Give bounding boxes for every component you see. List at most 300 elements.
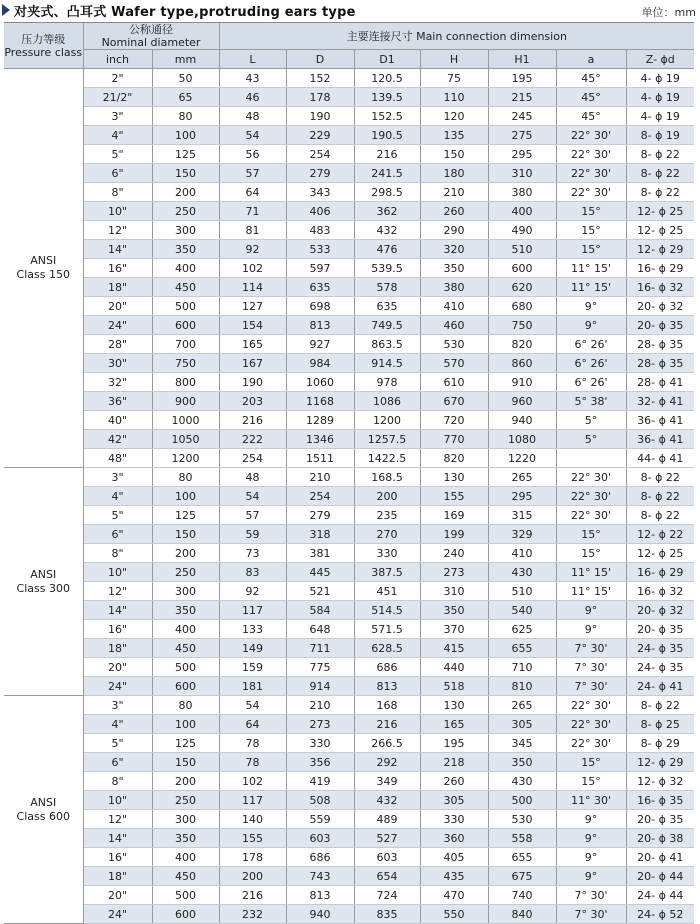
cell-mm: 150	[152, 525, 219, 544]
cell-mm: 125	[152, 145, 219, 164]
cell-d: 711	[286, 639, 354, 658]
cell-l: 92	[219, 582, 286, 601]
cell-z-d: 8- ϕ 19	[626, 126, 694, 145]
table-row	[4, 69, 694, 88]
cell-a: 9°	[556, 810, 626, 829]
cell-mm: 80	[152, 696, 219, 715]
cell-z-d: 4- ϕ 19	[626, 107, 694, 126]
cell-inch: 14"	[83, 601, 152, 620]
column-header-d1: D1	[354, 50, 420, 69]
pressure-class-cell	[4, 69, 83, 468]
cell-h1: 625	[488, 620, 556, 639]
cell-d1: 489	[354, 810, 420, 829]
cell-h1: 310	[488, 164, 556, 183]
table-row	[4, 658, 694, 677]
cell-a	[556, 449, 626, 468]
cell-inch: 18"	[83, 639, 152, 658]
table-row	[4, 221, 694, 240]
cell-d1: 476	[354, 240, 420, 259]
cell-z-d: 28- ϕ 35	[626, 335, 694, 354]
cell-h: 75	[420, 69, 488, 88]
cell-l: 149	[219, 639, 286, 658]
cell-l: 57	[219, 164, 286, 183]
cell-inch: 18"	[83, 867, 152, 886]
cell-inch: 42"	[83, 430, 152, 449]
cell-h: 820	[420, 449, 488, 468]
cell-h1: 1220	[488, 449, 556, 468]
cell-z-d: 12- ϕ 29	[626, 240, 694, 259]
cell-z-d: 20- ϕ 35	[626, 620, 694, 639]
cell-d: 1289	[286, 411, 354, 430]
cell-inch: 40"	[83, 411, 152, 430]
cell-h1: 750	[488, 316, 556, 335]
cell-z-d: 16- ϕ 29	[626, 259, 694, 278]
pressure-class-cell	[4, 696, 83, 924]
cell-inch: 24"	[83, 905, 152, 924]
cell-a: 11° 15'	[556, 563, 626, 582]
cell-inch: 8"	[83, 772, 152, 791]
cell-d1: 292	[354, 753, 420, 772]
cell-inch: 3"	[83, 468, 152, 487]
cell-h: 320	[420, 240, 488, 259]
cell-h: 180	[420, 164, 488, 183]
pressure-class-line1: ANSI	[30, 567, 57, 581]
cell-z-d: 20- ϕ 35	[626, 810, 694, 829]
cell-a: 9°	[556, 848, 626, 867]
cell-l: 102	[219, 259, 286, 278]
cell-d: 533	[286, 240, 354, 259]
cell-h1: 245	[488, 107, 556, 126]
cell-d1: 1257.5	[354, 430, 420, 449]
cell-z-d: 12- ϕ 29	[626, 753, 694, 772]
cell-inch: 3"	[83, 107, 152, 126]
cell-h1: 315	[488, 506, 556, 525]
cell-d: 279	[286, 506, 354, 525]
cell-inch: 36"	[83, 392, 152, 411]
cell-l: 165	[219, 335, 286, 354]
cell-l: 216	[219, 411, 286, 430]
cell-inch: 5"	[83, 734, 152, 753]
cell-h1: 675	[488, 867, 556, 886]
cell-z-d: 16- ϕ 35	[626, 791, 694, 810]
cell-h: 169	[420, 506, 488, 525]
cell-inch: 8"	[83, 544, 152, 563]
table-row	[4, 240, 694, 259]
cell-d1: 628.5	[354, 639, 420, 658]
cell-inch: 5"	[83, 145, 152, 164]
cell-z-d: 24- ϕ 44	[626, 886, 694, 905]
cell-h1: 810	[488, 677, 556, 696]
cell-inch: 30"	[83, 354, 152, 373]
cell-h: 410	[420, 297, 488, 316]
cell-d: 584	[286, 601, 354, 620]
cell-inch: 16"	[83, 620, 152, 639]
table-row	[4, 886, 694, 905]
cell-h1: 500	[488, 791, 556, 810]
cell-h1: 510	[488, 240, 556, 259]
cell-h: 260	[420, 772, 488, 791]
cell-mm: 100	[152, 715, 219, 734]
cell-h1: 345	[488, 734, 556, 753]
cell-inch: 16"	[83, 259, 152, 278]
cell-l: 81	[219, 221, 286, 240]
cell-mm: 150	[152, 753, 219, 772]
cell-d1: 1200	[354, 411, 420, 430]
cell-d1: 813	[354, 677, 420, 696]
cell-h: 435	[420, 867, 488, 886]
cell-l: 167	[219, 354, 286, 373]
cell-h1: 410	[488, 544, 556, 563]
cell-a: 5° 38'	[556, 392, 626, 411]
cell-inch: 5"	[83, 506, 152, 525]
pressure-class-line2: Class 150	[16, 268, 70, 281]
table-row	[4, 544, 694, 563]
cell-d: 775	[286, 658, 354, 677]
cell-d: 254	[286, 487, 354, 506]
cell-h1: 275	[488, 126, 556, 145]
cell-h: 273	[420, 563, 488, 582]
cell-a: 22° 30'	[556, 506, 626, 525]
cell-d1: 298.5	[354, 183, 420, 202]
cell-l: 117	[219, 601, 286, 620]
cell-l: 78	[219, 734, 286, 753]
cell-h1: 820	[488, 335, 556, 354]
cell-inch: 24"	[83, 316, 152, 335]
cell-a: 7° 30'	[556, 639, 626, 658]
cell-mm: 1200	[152, 449, 219, 468]
pressure-class-line1: ANSI	[30, 795, 57, 809]
cell-z-d: 16- ϕ 32	[626, 582, 694, 601]
column-header-z-d: Z- ϕd	[626, 50, 694, 69]
cell-mm: 65	[152, 88, 219, 107]
cell-h: 380	[420, 278, 488, 297]
cell-h: 110	[420, 88, 488, 107]
cell-d: 419	[286, 772, 354, 791]
table-row	[4, 354, 694, 373]
cell-z-d: 4- ϕ 19	[626, 69, 694, 88]
cell-a: 22° 30'	[556, 734, 626, 753]
cell-mm: 300	[152, 582, 219, 601]
cell-inch: 6"	[83, 525, 152, 544]
cell-d1: 200	[354, 487, 420, 506]
nominal-diameter-header-en: Nominal diameter	[101, 36, 201, 49]
cell-mm: 900	[152, 392, 219, 411]
table-row	[4, 487, 694, 506]
cell-mm: 400	[152, 259, 219, 278]
cell-mm: 200	[152, 544, 219, 563]
cell-l: 190	[219, 373, 286, 392]
cell-a: 22° 30'	[556, 126, 626, 145]
cell-l: 71	[219, 202, 286, 221]
cell-h1: 940	[488, 411, 556, 430]
cell-h: 330	[420, 810, 488, 829]
cell-z-d: 8- ϕ 29	[626, 734, 694, 753]
cell-inch: 20"	[83, 297, 152, 316]
cell-d: 927	[286, 335, 354, 354]
cell-d: 210	[286, 696, 354, 715]
cell-d: 813	[286, 886, 354, 905]
cell-d1: 514.5	[354, 601, 420, 620]
cell-mm: 400	[152, 620, 219, 639]
cell-l: 78	[219, 753, 286, 772]
cell-mm: 700	[152, 335, 219, 354]
cell-inch: 21/2"	[83, 88, 152, 107]
cell-h1: 295	[488, 145, 556, 164]
cell-inch: 18"	[83, 278, 152, 297]
cell-h1: 530	[488, 810, 556, 829]
table-row	[4, 107, 694, 126]
cell-d: 940	[286, 905, 354, 924]
cell-z-d: 20- ϕ 38	[626, 829, 694, 848]
cell-l: 232	[219, 905, 286, 924]
cell-l: 254	[219, 449, 286, 468]
cell-h: 310	[420, 582, 488, 601]
cell-mm: 150	[152, 164, 219, 183]
cell-d: 279	[286, 164, 354, 183]
cell-mm: 350	[152, 601, 219, 620]
cell-d1: 168	[354, 696, 420, 715]
cell-d: 914	[286, 677, 354, 696]
cell-d: 445	[286, 563, 354, 582]
cell-mm: 125	[152, 506, 219, 525]
table-row	[4, 88, 694, 107]
cell-l: 59	[219, 525, 286, 544]
cell-d1: 241.5	[354, 164, 420, 183]
cell-d1: 1086	[354, 392, 420, 411]
cell-h: 130	[420, 468, 488, 487]
cell-inch: 32"	[83, 373, 152, 392]
column-header-a: a	[556, 50, 626, 69]
cell-d: 210	[286, 468, 354, 487]
cell-a: 9°	[556, 297, 626, 316]
cell-z-d: 24- ϕ 35	[626, 639, 694, 658]
cell-z-d: 16- ϕ 29	[626, 563, 694, 582]
cell-a: 22° 30'	[556, 183, 626, 202]
cell-mm: 1000	[152, 411, 219, 430]
cell-h: 518	[420, 677, 488, 696]
cell-inch: 48"	[83, 449, 152, 468]
cell-mm: 300	[152, 221, 219, 240]
cell-h1: 620	[488, 278, 556, 297]
table-row	[4, 791, 694, 810]
cell-l: 92	[219, 240, 286, 259]
cell-z-d: 28- ϕ 41	[626, 373, 694, 392]
cell-h: 210	[420, 183, 488, 202]
cell-z-d: 8- ϕ 22	[626, 468, 694, 487]
cell-d: 635	[286, 278, 354, 297]
cell-mm: 500	[152, 886, 219, 905]
cell-mm: 600	[152, 677, 219, 696]
cell-mm: 800	[152, 373, 219, 392]
cell-d: 648	[286, 620, 354, 639]
cell-l: 114	[219, 278, 286, 297]
cell-d1: 635	[354, 297, 420, 316]
cell-h1: 960	[488, 392, 556, 411]
cell-d: 254	[286, 145, 354, 164]
column-header-mm: mm	[152, 50, 219, 69]
cell-mm: 50	[152, 69, 219, 88]
cell-mm: 200	[152, 183, 219, 202]
column-header-l: L	[219, 50, 286, 69]
cell-mm: 250	[152, 202, 219, 221]
cell-l: 43	[219, 69, 286, 88]
cell-h1: 558	[488, 829, 556, 848]
cell-inch: 10"	[83, 202, 152, 221]
table-row	[4, 848, 694, 867]
cell-h: 350	[420, 601, 488, 620]
cell-d: 1168	[286, 392, 354, 411]
cell-d1: 603	[354, 848, 420, 867]
cell-d1: 1422.5	[354, 449, 420, 468]
cell-mm: 80	[152, 107, 219, 126]
cell-h: 290	[420, 221, 488, 240]
cell-h1: 910	[488, 373, 556, 392]
cell-a: 7° 30'	[556, 677, 626, 696]
cell-a: 11° 15'	[556, 259, 626, 278]
cell-a: 5°	[556, 411, 626, 430]
cell-h: 130	[420, 696, 488, 715]
table-row	[4, 696, 694, 715]
cell-a: 9°	[556, 829, 626, 848]
cell-h: 405	[420, 848, 488, 867]
cell-h1: 540	[488, 601, 556, 620]
cell-l: 133	[219, 620, 286, 639]
cell-z-d: 36- ϕ 41	[626, 430, 694, 449]
table-row	[4, 677, 694, 696]
cell-d1: 978	[354, 373, 420, 392]
cell-a: 22° 30'	[556, 145, 626, 164]
cell-d1: 139.5	[354, 88, 420, 107]
cell-mm: 600	[152, 316, 219, 335]
cell-mm: 250	[152, 791, 219, 810]
cell-mm: 500	[152, 297, 219, 316]
table-row	[4, 563, 694, 582]
cell-d: 343	[286, 183, 354, 202]
cell-h: 218	[420, 753, 488, 772]
cell-d1: 724	[354, 886, 420, 905]
cell-h: 470	[420, 886, 488, 905]
cell-z-d: 20- ϕ 32	[626, 297, 694, 316]
cell-d1: 451	[354, 582, 420, 601]
column-header-h1: H1	[488, 50, 556, 69]
cell-h: 135	[420, 126, 488, 145]
cell-h1: 305	[488, 715, 556, 734]
page-title: 对夹式、凸耳式 Wafer type,protruding ears type	[14, 5, 356, 20]
cell-h1: 710	[488, 658, 556, 677]
cell-h: 550	[420, 905, 488, 924]
cell-l: 181	[219, 677, 286, 696]
cell-inch: 10"	[83, 563, 152, 582]
cell-h: 770	[420, 430, 488, 449]
table-row	[4, 278, 694, 297]
table-row	[4, 525, 694, 544]
table-row	[4, 639, 694, 658]
cell-d1: 432	[354, 791, 420, 810]
cell-d1: 266.5	[354, 734, 420, 753]
cell-h: 260	[420, 202, 488, 221]
table-row	[4, 259, 694, 278]
cell-d: 686	[286, 848, 354, 867]
cell-l: 57	[219, 506, 286, 525]
cell-a: 45°	[556, 88, 626, 107]
cell-a: 22° 30'	[556, 696, 626, 715]
cell-mm: 450	[152, 639, 219, 658]
cell-mm: 300	[152, 810, 219, 829]
cell-h1: 329	[488, 525, 556, 544]
table-row	[4, 316, 694, 335]
cell-l: 203	[219, 392, 286, 411]
cell-h1: 195	[488, 69, 556, 88]
cell-d1: 216	[354, 145, 420, 164]
cell-a: 11° 15'	[556, 582, 626, 601]
cell-inch: 4"	[83, 487, 152, 506]
cell-d: 229	[286, 126, 354, 145]
cell-l: 216	[219, 886, 286, 905]
cell-inch: 4"	[83, 715, 152, 734]
cell-inch: 14"	[83, 829, 152, 848]
cell-l: 102	[219, 772, 286, 791]
cell-z-d: 32- ϕ 41	[626, 392, 694, 411]
pressure-class-header	[4, 23, 83, 69]
table-row	[4, 506, 694, 525]
cell-z-d: 36- ϕ 41	[626, 411, 694, 430]
cell-d: 190	[286, 107, 354, 126]
cell-d1: 527	[354, 829, 420, 848]
cell-d1: 330	[354, 544, 420, 563]
cell-h: 720	[420, 411, 488, 430]
cell-a: 22° 30'	[556, 487, 626, 506]
table-row	[4, 183, 694, 202]
cell-h: 415	[420, 639, 488, 658]
cell-z-d: 8- ϕ 25	[626, 715, 694, 734]
cell-h1: 510	[488, 582, 556, 601]
cell-l: 117	[219, 791, 286, 810]
cell-h1: 350	[488, 753, 556, 772]
pressure-class-line2: Class 300	[16, 581, 70, 595]
cell-a: 9°	[556, 620, 626, 639]
cell-a: 9°	[556, 601, 626, 620]
cell-h: 120	[420, 107, 488, 126]
cell-h1: 655	[488, 848, 556, 867]
cell-h1: 680	[488, 297, 556, 316]
cell-a: 7° 30'	[556, 886, 626, 905]
cell-z-d: 8- ϕ 22	[626, 164, 694, 183]
table-row	[4, 468, 694, 487]
cell-a: 7° 30'	[556, 905, 626, 924]
table-row	[4, 734, 694, 753]
cell-z-d: 20- ϕ 44	[626, 867, 694, 886]
table-row	[4, 335, 694, 354]
triangle-bullet-icon	[2, 4, 10, 16]
cell-z-d: 12- ϕ 25	[626, 544, 694, 563]
cell-a: 22° 30'	[556, 715, 626, 734]
cell-mm: 450	[152, 278, 219, 297]
table-row	[4, 905, 694, 924]
table-row	[4, 772, 694, 791]
cell-d1: 190.5	[354, 126, 420, 145]
cell-mm: 1050	[152, 430, 219, 449]
cell-l: 54	[219, 487, 286, 506]
cell-a: 11° 30'	[556, 791, 626, 810]
cell-d1: 571.5	[354, 620, 420, 639]
cell-d1: 270	[354, 525, 420, 544]
table-row	[4, 829, 694, 848]
cell-mm: 500	[152, 658, 219, 677]
cell-d: 559	[286, 810, 354, 829]
cell-z-d: 8- ϕ 22	[626, 696, 694, 715]
cell-d: 318	[286, 525, 354, 544]
cell-d1: 914.5	[354, 354, 420, 373]
